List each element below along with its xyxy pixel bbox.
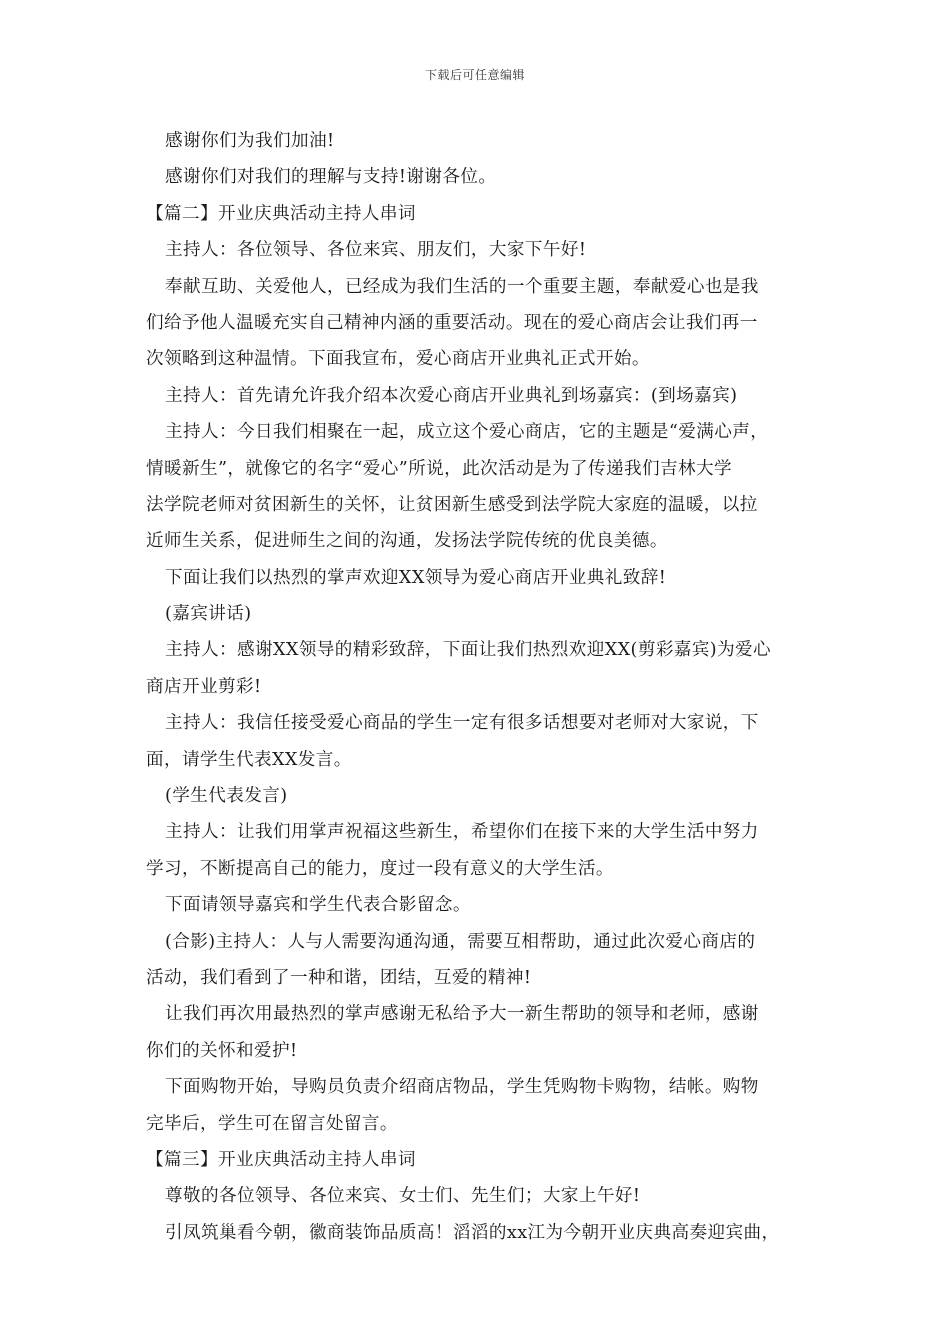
text-line: (嘉宾讲话) [165, 604, 252, 625]
text-line: 近师生关系，促进师生之间的沟通，发扬法学院传统的优良美德。 [146, 531, 668, 552]
text-line: 商店开业剪彩! [146, 676, 262, 697]
text-line: 尊敬的各位领导、各位来宾、女士们、先生们；大家上午好! [165, 1186, 641, 1207]
text-line: 主持人：各位领导、各位来宾、朋友们，大家下午好! [165, 240, 587, 261]
text-line: (合影)主持人：人与人需要沟通沟通，需要互相帮助，通过此次爱心商店的 [165, 931, 756, 952]
text-line: 完毕后，学生可在留言处留言。 [146, 1113, 398, 1134]
text-line: 法学院老师对贫困新生的关怀，让贫困新生感受到法学院大家庭的温暖，以拉 [146, 494, 758, 515]
text-line: 感谢你们对我们的理解与支持!谢谢各位。 [165, 167, 497, 188]
text-line: 感谢你们为我们加油! [165, 131, 335, 151]
text-line: 次领略到这种温情。下面我宣布，爱心商店开业典礼正式开始。 [146, 349, 650, 370]
text-line: 主持人：让我们用掌声祝福这些新生，希望你们在接下来的大学生活中努力 [165, 822, 759, 843]
text-line: 主持人：首先请允许我介绍本次爱心商店开业典礼到场嘉宾：(到场嘉宾) [165, 385, 738, 406]
text-line: 学习，不断提高自己的能力，度过一段有意义的大学生活。 [146, 858, 614, 879]
text-line: 面，请学生代表XX发言。 [146, 749, 352, 770]
text-line: 引凤筑巢看今朝，徽商装饰品质高！滔滔的xx江为今朝开业庆典高奏迎宾曲， [165, 1222, 780, 1243]
text-line: 主持人：感谢XX领导的精彩致辞，下面让我们热烈欢迎XX(剪彩嘉宾)为爱心 [165, 640, 772, 661]
text-line: 奉献互助、关爱他人，已经成为我们生活的一个重要主题，奉献爱心也是我 [165, 276, 759, 297]
text-line: 下面让我们以热烈的掌声欢迎XX领导为爱心商店开业典礼致辞! [165, 567, 667, 588]
text-line: 们给予他人温暖充实自己精神内涵的重要活动。现在的爱心商店会让我们再一 [146, 312, 758, 333]
page-header: 下载后可任意编辑 [424, 68, 525, 82]
text-line: 下面购物开始，导购员负责介绍商店物品，学生凭购物卡购物，结帐。购物 [165, 1077, 759, 1098]
text-line: 情暖新生”，就像它的名字“爱心”所说，此次活动是为了传递我们吉林大学 [146, 458, 732, 479]
text-line: 【篇二】开业庆典活动主持人串词 [146, 203, 416, 224]
text-line: 主持人：今日我们相聚在一起，成立这个爱心商店，它的主题是“爱满心声， [165, 422, 769, 443]
document-body [146, 123, 826, 1251]
text-line: 活动，我们看到了一种和谐，团结，互爱的精神! [146, 967, 532, 988]
text-line: 【篇三】开业庆典活动主持人串词 [146, 1149, 416, 1170]
text-line: 你们的关怀和爱护! [146, 1040, 298, 1061]
text-line: 让我们再次用最热烈的掌声感谢无私给予大一新生帮助的领导和老师，感谢 [165, 1004, 759, 1025]
text-line: 下面请领导嘉宾和学生代表合影留念。 [165, 895, 471, 916]
text-line: (学生代表发言) [165, 786, 288, 807]
text-line: 主持人：我信任接受爱心商品的学生一定有很多话想要对老师对大家说，下 [165, 713, 759, 734]
